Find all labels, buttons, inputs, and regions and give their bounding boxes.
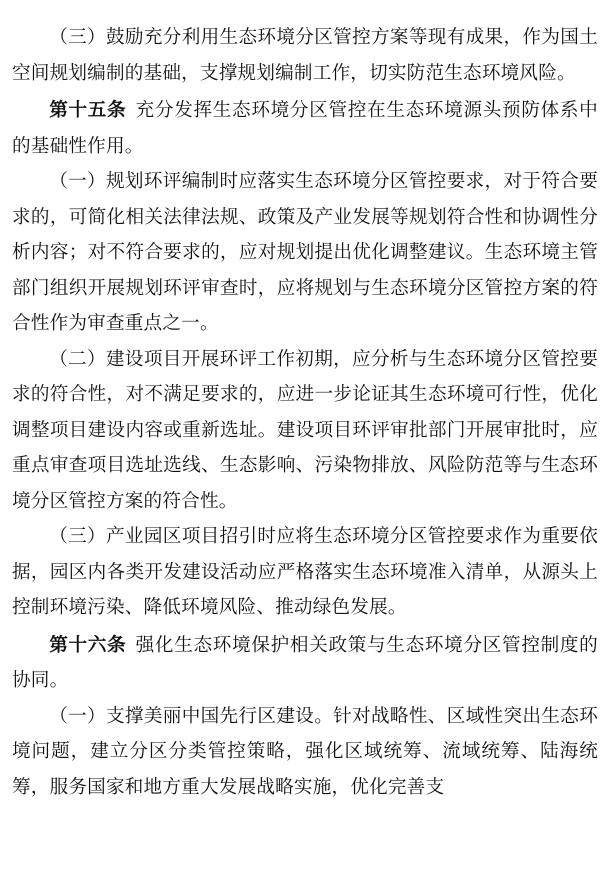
article-number: 第十六条 <box>49 634 127 656</box>
document-page <box>12 20 598 805</box>
article-number: 第十五条 <box>49 100 127 121</box>
article-paragraph <box>12 628 598 699</box>
article-text: 充分发挥生态环境分区管控在生态环境源头预防体系中的基础性作用。 <box>12 100 598 157</box>
article-text: 强化生态环境保护相关政策与生态环境分区管控制度的协同。 <box>12 634 598 691</box>
paragraph-item: （二）建设项目开展环评工作初期，应分析与生态环境分区管控要求的符合性，对不满足要求的，应进一步论证其生态环境可行性，优化调整项目建设内容或重新选址。建设项目环评审批部门开展审批时，应重点审查项目选址选线、生态影响、污染物排放、风险防范等与生态环境分区管控方案的符合性。 <box>12 348 598 512</box>
paragraph-item: （三）鼓励充分利用生态环境分区管控方案等现有成果，作为国土空间规划编制的基础，支撑规划编制工作，切实防范生态环境风险。 <box>12 27 598 84</box>
article-paragraph <box>12 93 598 164</box>
paragraph-item: （一）规划环评编制时应落实生态环境分区管控要求，对于符合要求的，可简化相关法律法规、政策及产业发展等规划符合性和协调性分析内容；对不符合要求的，应对规划提出优化调整建议。生态环境主管部门组织开展规划环评审查时，应将规划与生态环境分区管控方案的符合性作为审查重点之一。 <box>12 171 598 334</box>
paragraph-item: （一）支撑美丽中国先行区建设。针对战略性、区域性突出生态环境问题，建立分区分类管控策略，强化区域统筹、流域统筹、陆海统筹，服务国家和地方重大发展战略实施，优化完善支 <box>12 705 598 798</box>
paragraph-item: （三）产业园区项目招引时应将生态环境分区管控要求作为重要依据，园区内各类开发建设活动应严格落实生态环境准入清单，从源头上控制环境污染、降低环境风险、推动绿色发展。 <box>12 526 598 618</box>
